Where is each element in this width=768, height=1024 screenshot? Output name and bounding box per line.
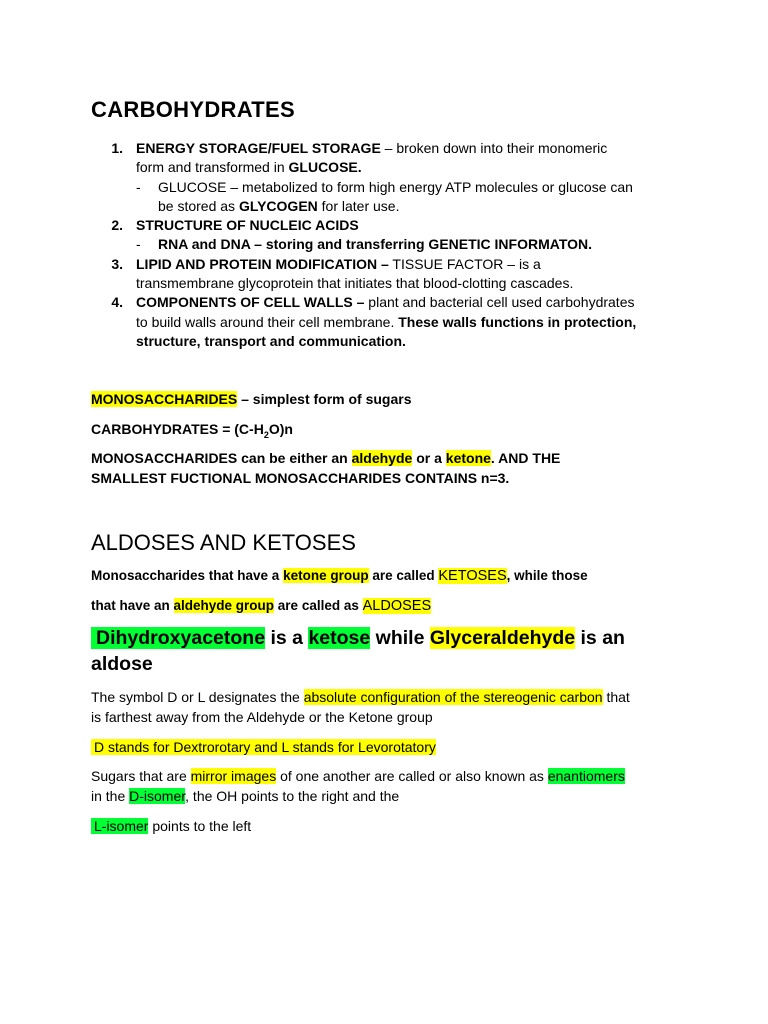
section-heading: ALDOSES AND KETOSES [91,530,356,555]
list-text-line: transmembrane glycoprotein that initiates that blood-clotting cascades. [136,275,574,291]
list-number: 1. [111,140,123,156]
list-heading: ENERGY STORAGE/FUEL STORAGE [136,140,381,156]
list-number: 2. [111,217,123,233]
text: that [602,689,630,705]
carb-formula [91,421,293,440]
glyceraldehyde-highlight: Glyceraldehyde [429,627,576,649]
sub-text: for later use. [317,198,400,214]
text: of one another are called or also known as [276,768,548,784]
text: or a [412,450,446,466]
big-statement-line-1 [91,627,625,650]
text: are called [368,568,439,583]
list-text: form and transformed in [136,159,289,175]
list-number: 4. [111,294,123,310]
mirror-images-highlight: mirror images [190,768,277,784]
symbol-line-1 [91,689,630,705]
ketone-group-highlight: ketone group [283,568,369,583]
dl-line [91,739,436,755]
text: in the [91,788,130,804]
list-text-line [136,158,362,177]
mono-definition [91,391,412,407]
dash: - [136,179,141,195]
page-title: CARBOHYDRATES [91,97,295,122]
text: Sugars that are [91,768,191,784]
aldehyde-highlight: aldehyde [351,450,413,466]
aldehyde-group-highlight: aldehyde group [173,598,275,613]
symbol-line-2: is farthest away from the Aldehyde or the Ketone group [91,709,433,725]
enantiomers-highlight: enantiomers [547,768,625,784]
list-text: TISSUE FACTOR – is a [388,256,541,272]
dihydroxyacetone-highlight: Dihydroxyacetone [91,627,265,649]
list-heading: COMPONENTS OF CELL WALLS – [136,294,365,310]
text: , while those [506,568,588,583]
mirror-line-2 [91,788,399,804]
text: MONOSACCHARIDES can be either an [91,450,352,466]
glycogen-term: GLYCOGEN [238,198,318,214]
ketose-highlight: ketose [308,627,371,649]
list-bold-text: These walls functions in protection, [398,314,637,330]
configuration-highlight: absolute configuration of the stereogenic carbon [303,689,603,705]
list-text: broken down into their monomeric [396,140,608,156]
formula-text: O)n [268,421,293,437]
list-text-line [136,313,636,332]
d-isomer-highlight: D-isomer [129,788,186,804]
l-isomer-line [91,818,251,834]
text: while [370,627,430,649]
list-number: 3. [111,256,123,272]
dash: - [136,236,141,252]
formula-text: CARBOHYDRATES = (C-H [91,421,264,437]
separator: – [380,140,397,156]
list-text: plant and bacterial cell used carbohydrates [364,294,635,310]
sub-text: GLUCOSE – metabolized to form high energy ATP molecules or glucose can [158,179,633,195]
list-heading: LIPID AND PROTEIN MODIFICATION – [136,256,389,272]
aldoses-line-2 [91,598,431,614]
mono-def-text: – simplest form of sugars [237,391,412,407]
ketone-highlight: ketone [445,450,491,466]
text: points to the left [148,818,252,834]
text: . AND THE [490,450,561,466]
aldoses-highlight: ALDOSES [362,598,432,614]
big-statement-line-2: aldose [91,653,153,675]
dl-highlight: D stands for Dextrorotary and L stands for Levorotatory [91,739,436,755]
formula-subscript: 2 [263,429,269,440]
text: The symbol D or L designates the [91,689,304,705]
mono-line-1 [91,450,560,466]
ketoses-highlight: KETOSES [438,568,507,584]
list-text: to build walls around their cell membrane. [136,314,399,330]
text: are called as [274,598,363,613]
text: is a [265,627,309,649]
text: is an [575,627,625,649]
text: Monosaccharides that have a [91,568,284,583]
aldoses-line-1 [91,568,588,584]
mirror-line-1 [91,768,625,784]
mono-line-2: SMALLEST FUCTIONAL MONOSACCHARIDES CONTAINS n=3. [91,470,510,486]
sub-text: RNA and DNA – storing and transferring GENETIC INFORMATON. [158,236,593,252]
sub-text: be stored as [158,198,239,214]
mono-term-highlight: MONOSACCHARIDES [91,391,238,407]
text: that have an [91,598,174,613]
sub-text-line [158,197,399,216]
glucose-term: GLUCOSE. [288,159,362,175]
text: , the OH points to the right and the [185,788,400,804]
l-isomer-highlight: L-isomer [91,818,148,834]
list-text-line: structure, transport and communication. [136,333,406,349]
list-heading: STRUCTURE OF NUCLEIC ACIDS [136,217,359,233]
